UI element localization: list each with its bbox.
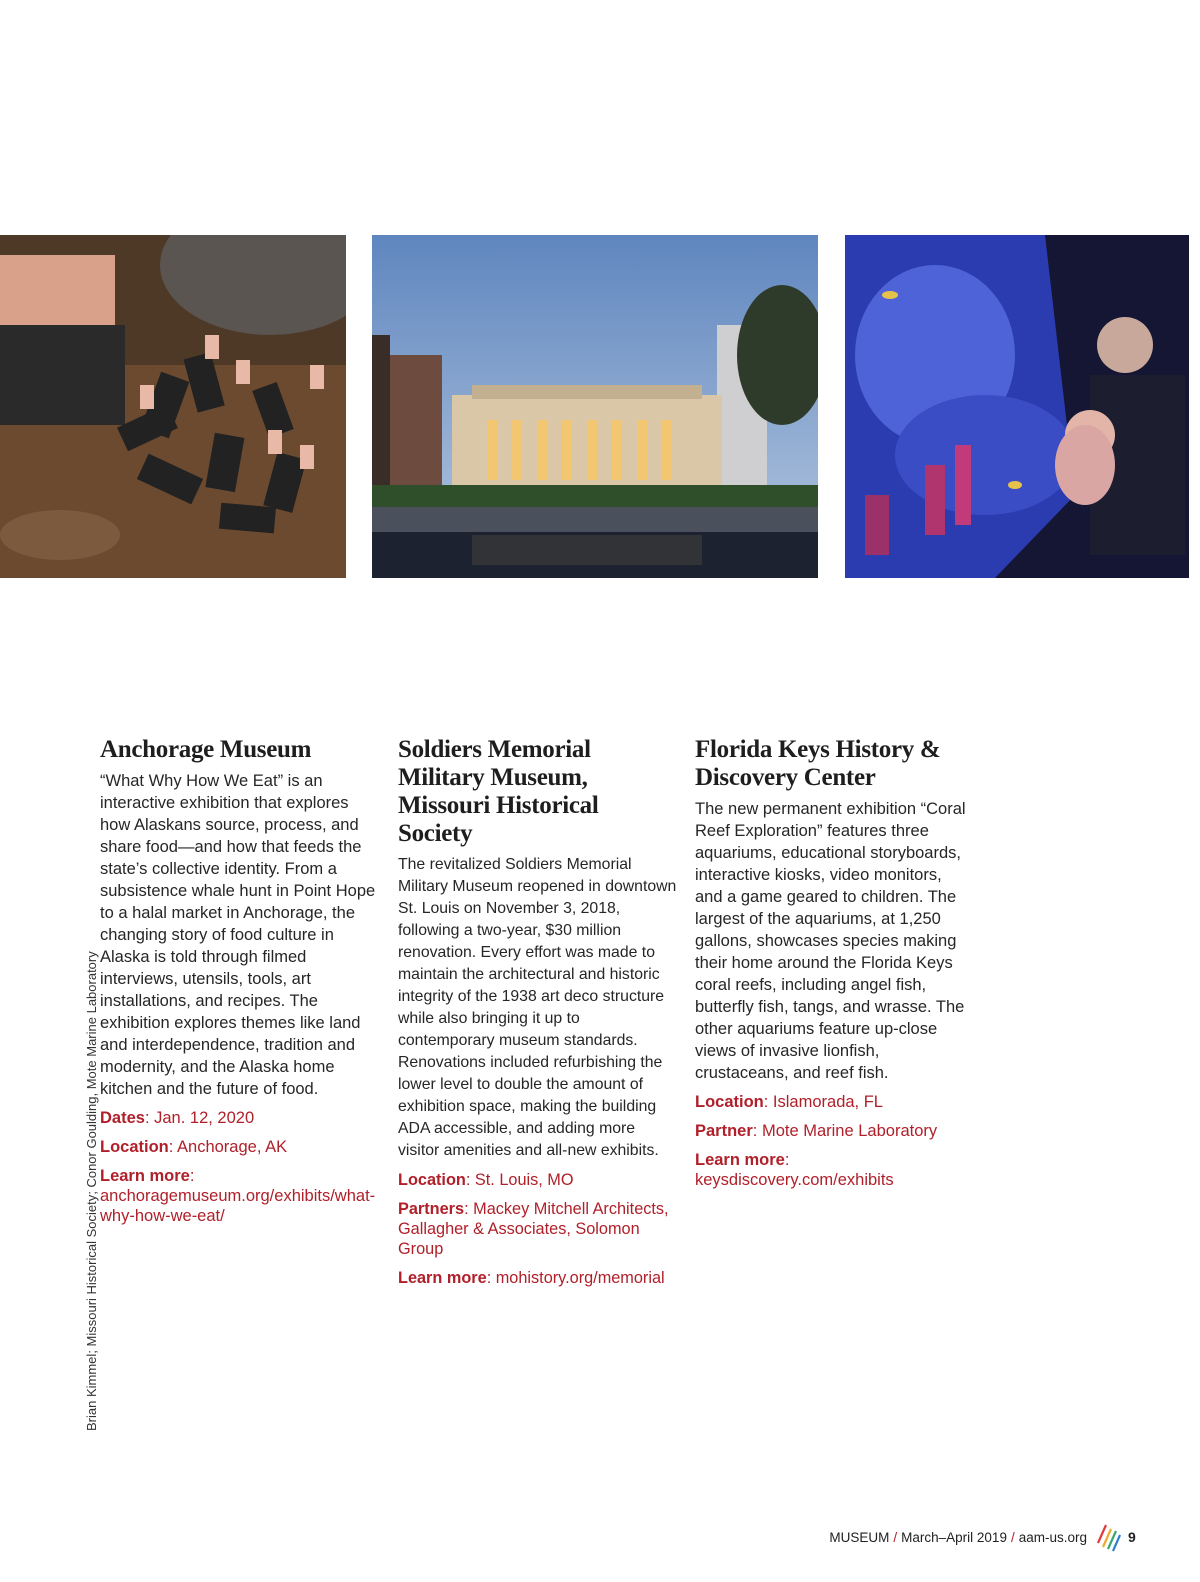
info-label: Learn more: [100, 1167, 190, 1185]
info-value: Mote Marine Laboratory: [761, 1122, 938, 1140]
photo-aquarium: [845, 235, 1189, 578]
article-body: The new permanent exhibition “Coral Reef Exploration” features three aquariums, educational storyboards, interactive kiosks, video monitors, and a game geared to children. The largest of the aquariums, at 1,250 gallons, showcases species making their home around the Florida Keys coral reefs, including angel fish, butterfly fish, tangs, and wrasse. The other aquariums feature up-close views of invasive lionfish, crustaceans, and reef fish.: [695, 800, 966, 1082]
article-column-florida-keys: [695, 736, 970, 1199]
info-partners: Partners: Mackey Mitchell Architects, Gallagher & Associates, Solomon Group: [398, 1200, 669, 1258]
separator: /: [1010, 1530, 1015, 1545]
article-column-anchorage: [100, 736, 380, 1235]
article-column-soldiers-memorial: [398, 736, 678, 1297]
info-value: Mackey Mitchell Architects, Gallagher & Associates, Solomon Group: [398, 1200, 669, 1258]
aam-logo-icon: [1094, 1521, 1122, 1553]
article-title: Anchorage Museum: [100, 736, 312, 763]
learn-more-link[interactable]: keysdiscovery.com/exhibits: [695, 1171, 894, 1189]
article-title: Soldiers Memorial Military Museum, Missouri Historical Society: [398, 736, 599, 847]
info-learn-more: Learn more: keysdiscovery.com/exhibits: [695, 1151, 894, 1189]
info-location: Location: Anchorage, AK: [100, 1138, 288, 1156]
page-footer: [829, 1530, 1087, 1545]
info-partner: Partner: Mote Marine Laboratory: [695, 1122, 938, 1140]
learn-more-link[interactable]: mohistory.org/memorial: [495, 1269, 665, 1287]
info-value: Anchorage, AK: [177, 1138, 288, 1156]
info-label: Learn more: [398, 1269, 487, 1287]
info-label: Partners: [398, 1200, 465, 1218]
site-link[interactable]: aam-us.org: [1018, 1530, 1087, 1545]
info-learn-more: Learn more: anchoragemuseum.org/exhibits/what-why-how-we-eat/: [100, 1167, 376, 1225]
info-value: St. Louis, MO: [474, 1171, 574, 1189]
info-label: Partner: [695, 1122, 753, 1140]
page-number: 9: [1128, 1529, 1136, 1545]
article-body: The revitalized Soldiers Memorial Military Museum reopened in downtown St. Louis on November 3, 2018, following a two-year, $30 million renovation. Every effort was made to maintain the architectural and historic integrity of the 1938 art deco structure while also bringing it up to contemporary museum standards. Renovations included refurbishing the lower level to double the amount of exhibition space, making the building ADA accessible, and adding more visitor amenities and all-new exhibits.: [398, 856, 677, 1159]
info-label: Learn more: [695, 1151, 785, 1169]
info-value: Islamorada, FL: [772, 1093, 883, 1111]
info-location: Location: St. Louis, MO: [398, 1171, 574, 1189]
info-value: Jan. 12, 2020: [154, 1109, 255, 1127]
photo-food-ulu: [0, 235, 346, 578]
info-label: Location: [695, 1093, 764, 1111]
info-dates: Dates: Jan. 12, 2020: [100, 1109, 255, 1127]
article-body: “What Why How We Eat” is an interactive exhibition that explores how Alaskans source, process, and share food—and how that feeds the state’s collective identity. From a subsistence whale hunt in Point Hope to a halal market in Anchorage, the changing story of food culture in Alaska is told through filmed interviews, utensils, tools, art installations, and recipes. The exhibition explores themes like land and interdependence, tradition and modernity, and the Alaska home kitchen and the future of food.: [100, 772, 376, 1098]
info-label: Dates: [100, 1109, 145, 1127]
info-label: Location: [100, 1138, 169, 1156]
learn-more-link[interactable]: anchoragemuseum.org/exhibits/what-why-how-we-eat/: [100, 1187, 376, 1225]
photo-credit: Brian Kimmel; Missouri Historical Society; Conor Goulding, Mote Marine Laboratory: [84, 951, 99, 1431]
separator: /: [893, 1530, 898, 1545]
issue-date: March–April 2019: [901, 1530, 1007, 1545]
photo-soldiers-memorial: [372, 235, 818, 578]
info-location: Location: Islamorada, FL: [695, 1093, 883, 1111]
info-label: Location: [398, 1171, 466, 1189]
article-title: Florida Keys History & Discovery Center: [695, 736, 941, 791]
magazine-name: MUSEUM: [829, 1530, 890, 1545]
info-learn-more: Learn more: mohistory.org/memorial: [398, 1269, 665, 1287]
